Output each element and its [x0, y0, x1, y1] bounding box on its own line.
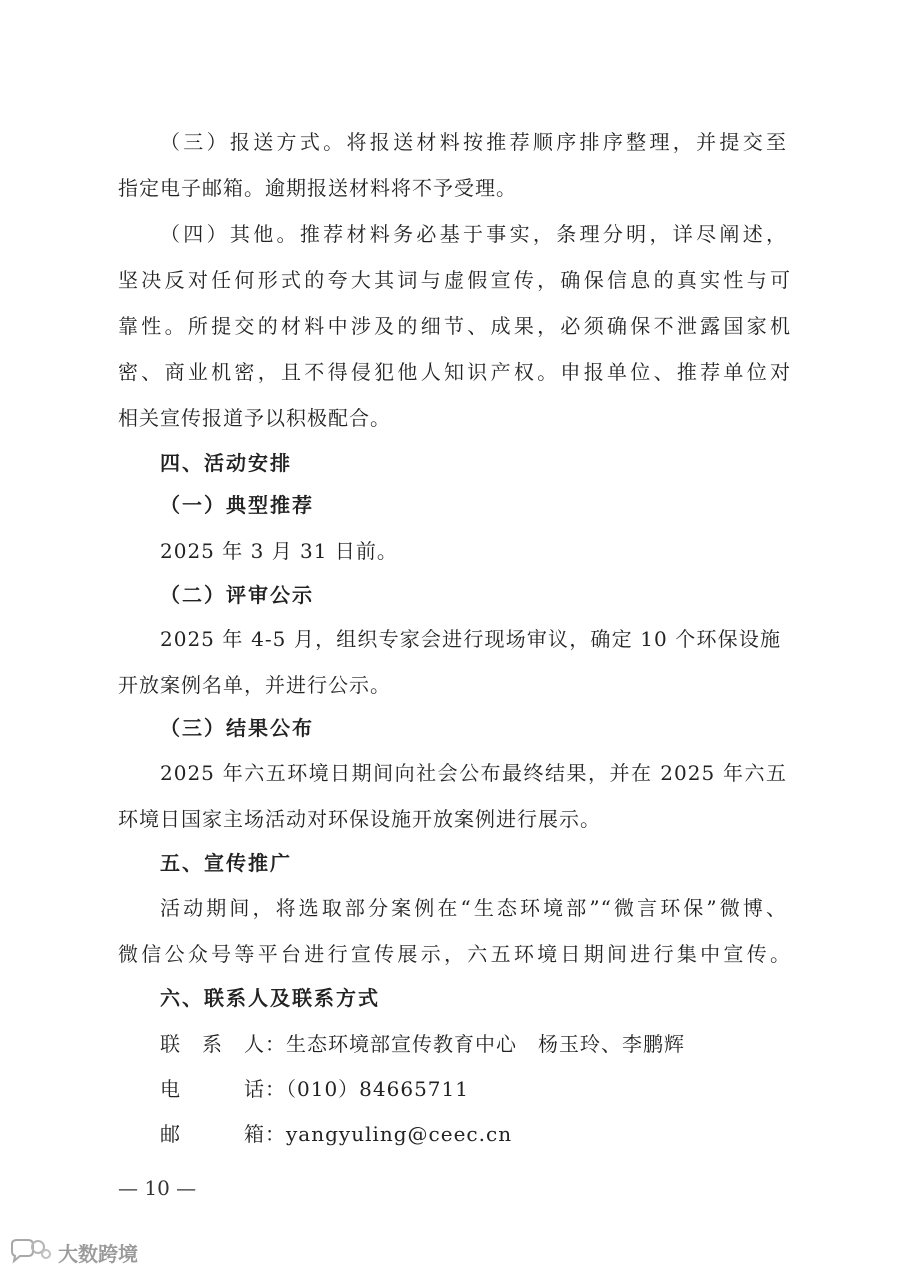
- watermark-text: 大数跨境: [58, 1241, 138, 1266]
- section-heading: 六、联系人及联系方式: [160, 986, 380, 1010]
- text-line: 微信公众号等平台进行宣传展示，六五环境日期间进行集中宣传。: [118, 942, 791, 966]
- subsection-heading: （二）评审公示: [160, 583, 314, 607]
- text-line: （三）报送方式。将报送材料按推荐顺序排序整理，并提交至: [160, 130, 787, 154]
- text-line: 指定电子邮箱。逾期报送材料将不予受理。: [118, 176, 517, 200]
- text-line: 坚决反对任何形式的夸大其词与虚假宣传，确保信息的真实性与可: [118, 268, 791, 292]
- text-line: 开放案例名单，并进行公示。: [118, 673, 391, 697]
- section-heading: 四、活动安排: [160, 451, 292, 475]
- chat-bubble-logo-icon: [8, 1238, 52, 1266]
- text-line: （四）其他。推荐材料务必基于事实，条理分明，详尽阐述，: [160, 222, 787, 246]
- section-heading: 五、宣传推广: [160, 851, 292, 875]
- text-line: 2025 年 4-5 月，组织专家会进行现场审议，确定 10 个环保设施: [160, 627, 781, 651]
- contact-phone-line: 电 话：（010）84665711: [160, 1077, 469, 1101]
- text-line: 2025 年六五环境日期间向社会公布最终结果，并在 2025 年六五: [160, 761, 787, 785]
- text-line: 活动期间，将选取部分案例在“生态环境部”“微言环保”微博、: [160, 896, 787, 920]
- contact-email-line: 邮 箱：yangyuling@ceec.cn: [160, 1122, 513, 1146]
- text-line: 环境日国家主场活动对环保设施开放案例进行展示。: [118, 807, 601, 831]
- text-line: 相关宣传报道予以积极配合。: [118, 406, 391, 430]
- contact-person-line: 联 系 人：生态环境部宣传教育中心 杨玉玲、李鹏辉: [160, 1032, 685, 1056]
- text-line: 密、商业机密，且不得侵犯他人知识产权。申报单位、推荐单位对: [118, 360, 791, 384]
- text-line: 2025 年 3 月 31 日前。: [160, 539, 398, 563]
- subsection-heading: （三）结果公布: [160, 716, 314, 740]
- watermark: [8, 1236, 138, 1268]
- subsection-heading: （一）典型推荐: [160, 493, 314, 517]
- text-line: 靠性。所提交的材料中涉及的细节、成果，必须确保不泄露国家机: [118, 314, 791, 338]
- page-number: — 10 —: [118, 1176, 197, 1200]
